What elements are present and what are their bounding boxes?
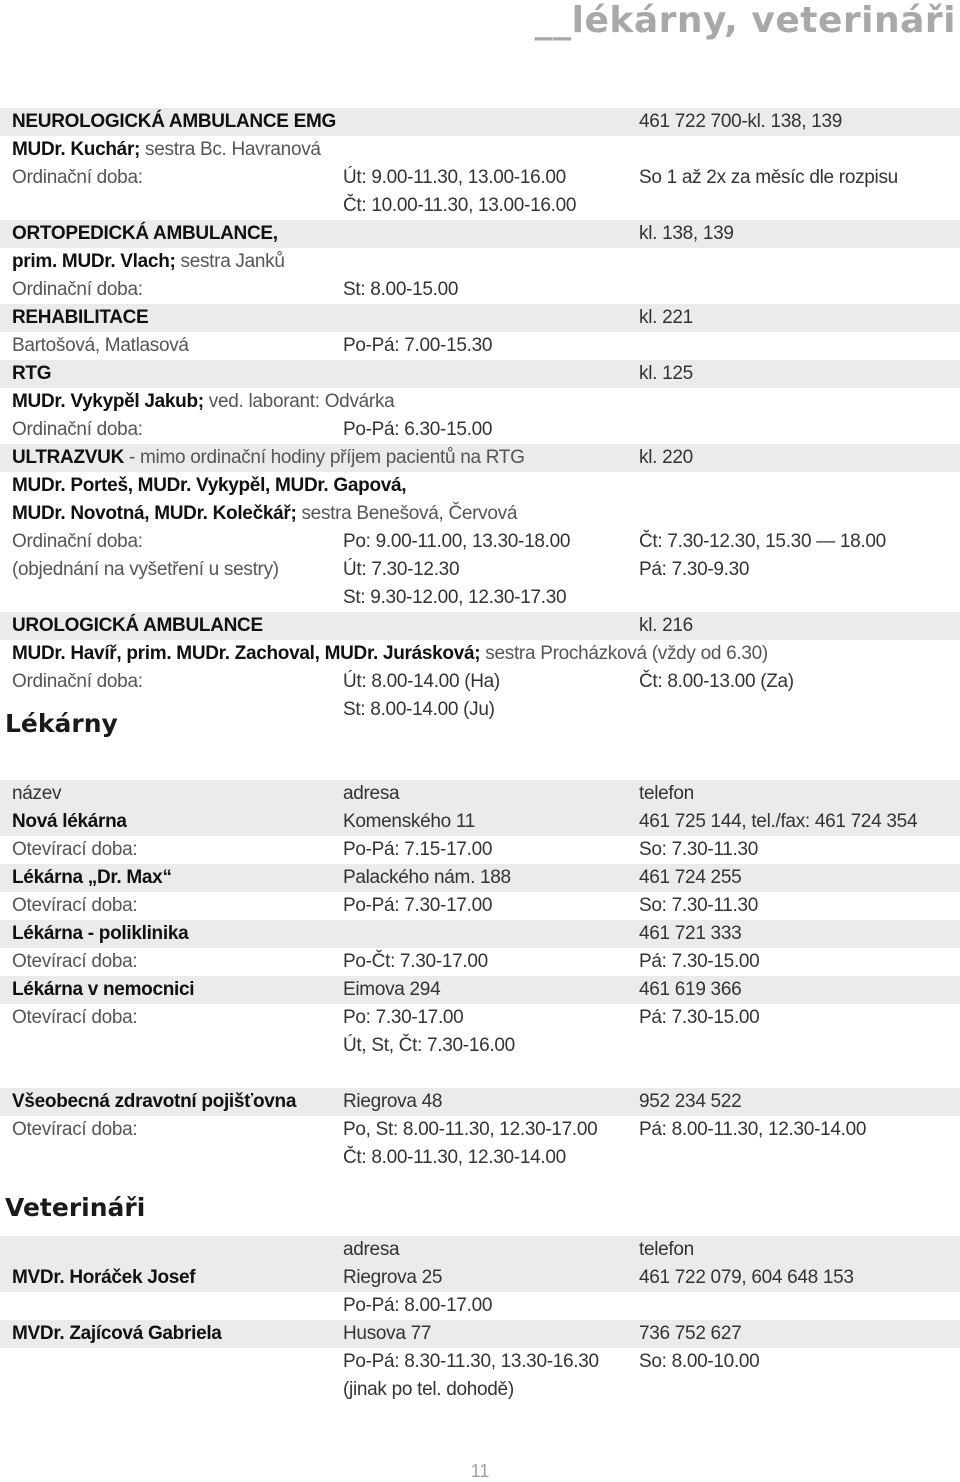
clinic-hours [0, 528, 960, 556]
column-header-address: adresa [343, 1239, 400, 1260]
hours-value: Po-Čt: 7.30-17.00 [343, 951, 488, 972]
column-header-phone: telefon [639, 1239, 694, 1260]
table-header-row [0, 780, 960, 808]
spacer [0, 1060, 960, 1088]
staff-names: Bartošová, Matlasová [12, 335, 189, 356]
hours-label: Ordinační doba: [12, 671, 143, 692]
vet-address: Riegrova 25 [343, 1267, 443, 1288]
hours-value: Po, St: 8.00-11.30, 12.30-17.00 [343, 1119, 598, 1140]
doctor-name: MUDr. Vykypěl Jakub; [12, 391, 204, 412]
pharmacy-row [0, 920, 960, 948]
clinic-staff [0, 248, 960, 276]
hours-label: Otevírací doba: [12, 1007, 138, 1028]
pharmacy-hours [0, 1032, 960, 1060]
pharmacy-phone: 461 725 144, tel./fax: 461 724 354 [639, 811, 918, 832]
booking-note: (objednání na vyšetření u sestry) [12, 559, 279, 580]
hours-value: Po-Pá: 7.30-17.00 [343, 895, 493, 916]
clinic-header-rtg [0, 360, 960, 388]
nurse-name: sestra Bc. Havranová [145, 139, 321, 160]
pharmacy-name: Lékárna - poliklinika [12, 923, 189, 944]
clinic-header-orthopedics [0, 220, 960, 248]
clinic-staff [0, 472, 960, 500]
hours-value: St: 8.00-15.00 [343, 279, 459, 300]
pharmacy-row [0, 976, 960, 1004]
doctor-names: MUDr. Novotná, MUDr. Kolečkář; [12, 503, 297, 524]
doctor-name: prim. MUDr. Vlach; [12, 251, 176, 272]
clinic-phone: kl. 138, 139 [639, 223, 734, 244]
vet-address: Husova 77 [343, 1323, 432, 1344]
hours-value: Pá: 8.00-11.30, 12.30-14.00 [639, 1119, 867, 1140]
clinic-name: RTG [12, 363, 52, 384]
hours-label: Ordinační doba: [12, 167, 143, 188]
clinic-staff [0, 640, 960, 668]
hours-note: So 1 až 2x za měsíc dle rozpisu [639, 167, 898, 188]
pharmacy-hours [0, 836, 960, 864]
clinic-staff [0, 136, 960, 164]
section-heading-vets: Veterináři [5, 1193, 146, 1222]
clinic-name: ULTRAZVUK [12, 447, 124, 468]
column-header-address: adresa [343, 783, 400, 804]
clinic-phone: kl. 221 [639, 307, 693, 328]
hours-value: Po: 9.00-11.00, 13.30-18.00 [343, 531, 571, 552]
hours-value: Út: 8.00-14.00 (Ha) [343, 671, 500, 692]
hours-value: St: 9.30-12.00, 12.30-17.30 [343, 587, 567, 608]
section-heading-pharmacies: Lékárny [5, 709, 118, 738]
hours-value: Út: 9.00-11.30, 13.00-16.00 [343, 167, 566, 188]
hours-label: Otevírací doba: [12, 839, 138, 860]
clinic-hours [0, 276, 960, 304]
pharmacy-phone: 461 724 255 [639, 867, 742, 888]
vet-name: MVDr. Zajícová Gabriela [12, 1323, 222, 1344]
hours-value: So: 7.30-11.30 [639, 895, 759, 916]
clinic-staff [0, 332, 960, 360]
vet-phone: 461 722 079, 604 648 153 [639, 1267, 854, 1288]
nurse-name: sestra Benešová, Červová [301, 503, 518, 524]
vet-hours [0, 1292, 960, 1320]
pharmacy-hours [0, 1004, 960, 1032]
hours-value: St: 8.00-14.00 (Ju) [343, 699, 495, 720]
table-header-row [0, 1236, 960, 1264]
insurance-hours [0, 1116, 960, 1144]
hours-value: Čt: 10.00-11.30, 13.00-16.00 [343, 195, 577, 216]
nurse-name: ved. laborant: Odvárka [208, 391, 395, 412]
hours-label: Otevírací doba: [12, 895, 138, 916]
vet-hours [0, 1348, 960, 1376]
pharmacy-hours [0, 892, 960, 920]
clinic-hours [0, 416, 960, 444]
hours-value: Pá: 7.30-9.30 [639, 559, 750, 580]
pharmacy-phone: 461 619 366 [639, 979, 742, 1000]
hours-label: Ordinační doba: [12, 279, 143, 300]
hours-value: So: 8.00-10.00 [639, 1351, 760, 1372]
page-number: 11 [470, 1461, 490, 1481]
insurance-hours [0, 1144, 960, 1172]
vet-row [0, 1320, 960, 1348]
hours-label: Ordinační doba: [12, 531, 143, 552]
hours-value: So: 7.30-11.30 [639, 839, 759, 860]
hours-value: Út: 7.30-12.30 [343, 559, 460, 580]
clinic-hours [0, 192, 960, 220]
doctor-names: MUDr. Porteš, MUDr. Vykypěl, MUDr. Gapová, [12, 475, 407, 496]
hours-value: Po-Pá: 7.15-17.00 [343, 839, 493, 860]
insurance-row [0, 1088, 960, 1116]
hours-label: Ordinační doba: [12, 419, 143, 440]
vet-row [0, 1264, 960, 1292]
pharmacy-row [0, 808, 960, 836]
pharmacy-address: Komenského 11 [343, 811, 476, 832]
doctor-names: MUDr. Havíř, prim. MUDr. Zachoval, MUDr. Jurásková; [12, 643, 481, 664]
clinic-header-rehabilitation [0, 304, 960, 332]
column-header-phone: telefon [639, 783, 694, 804]
hours-value: Čt: 8.00-13.00 (Za) [639, 671, 794, 692]
clinic-header-ultrasound [0, 444, 960, 472]
insurance-name: Všeobecná zdravotní pojišťovna [12, 1091, 297, 1112]
clinic-phone: kl. 220 [639, 447, 693, 468]
clinic-name: NEUROLOGICKÁ AMBULANCE EMG [12, 111, 336, 132]
pharmacy-address: Palackého nám. 188 [343, 867, 511, 888]
page-title: __lékárny, veterináři [534, 0, 956, 41]
hours-value: Pá: 7.30-15.00 [639, 951, 760, 972]
hours-label: Otevírací doba: [12, 951, 138, 972]
vet-name: MVDr. Horáček Josef [12, 1267, 196, 1288]
pharmacy-name: Lékárna v nemocnici [12, 979, 195, 1000]
vet-phone: 736 752 627 [639, 1323, 742, 1344]
clinic-hours [0, 556, 960, 584]
nurse-name: sestra Procházková (vždy od 6.30) [485, 643, 768, 664]
hours-value: Čt: 8.00-11.30, 12.30-14.00 [343, 1147, 566, 1168]
hours-value: Po-Pá: 6.30-15.00 [343, 419, 493, 440]
hours-value: Pá: 7.30-15.00 [639, 1007, 760, 1028]
pharmacy-row [0, 864, 960, 892]
hours-note: (jinak po tel. dohodě) [343, 1379, 514, 1400]
pharmacy-hours [0, 948, 960, 976]
clinic-name: UROLOGICKÁ AMBULANCE [12, 615, 263, 636]
nurse-name: sestra Janků [180, 251, 285, 272]
column-header-name: název [12, 783, 62, 804]
vet-hours [0, 1376, 960, 1404]
clinic-phone: kl. 216 [639, 615, 693, 636]
hours-value: Út, St, Čt: 7.30-16.00 [343, 1035, 515, 1056]
clinic-phone: 461 722 700-kl. 138, 139 [639, 111, 843, 132]
hours-value: Po: 7.30-17.00 [343, 1007, 464, 1028]
pharmacy-address: Eimova 294 [343, 979, 441, 1000]
spacer [0, 752, 960, 780]
clinic-header-urology [0, 612, 960, 640]
pharmacy-name: Lékárna „Dr. Max“ [12, 867, 172, 888]
clinic-note: - mimo ordinační hodiny příjem pacientů na RTG [128, 447, 525, 468]
clinic-hours [0, 164, 960, 192]
hours-value: Po-Pá: 8.30-11.30, 13.30-16.30 [343, 1351, 599, 1372]
doctor-name: MUDr. Kuchár; [12, 139, 141, 160]
clinic-hours [0, 668, 960, 696]
hours-value: Po-Pá: 8.00-17.00 [343, 1295, 493, 1316]
clinic-hours [0, 584, 960, 612]
clinic-name: REHABILITACE [12, 307, 149, 328]
hours-label: Otevírací doba: [12, 1119, 138, 1140]
pharmacy-name: Nová lékárna [12, 811, 127, 832]
clinic-header-neurology [0, 108, 960, 136]
hours-value: Čt: 7.30-12.30, 15.30 — 18.00 [639, 531, 886, 552]
clinic-staff [0, 388, 960, 416]
directory-list [0, 108, 960, 1404]
pharmacy-phone: 461 721 333 [639, 923, 742, 944]
hours-value: Po-Pá: 7.00-15.30 [343, 335, 493, 356]
clinic-name: ORTOPEDICKÁ AMBULANCE, [12, 223, 278, 244]
insurance-phone: 952 234 522 [639, 1091, 742, 1112]
insurance-address: Riegrova 48 [343, 1091, 443, 1112]
clinic-staff [0, 500, 960, 528]
clinic-phone: kl. 125 [639, 363, 693, 384]
